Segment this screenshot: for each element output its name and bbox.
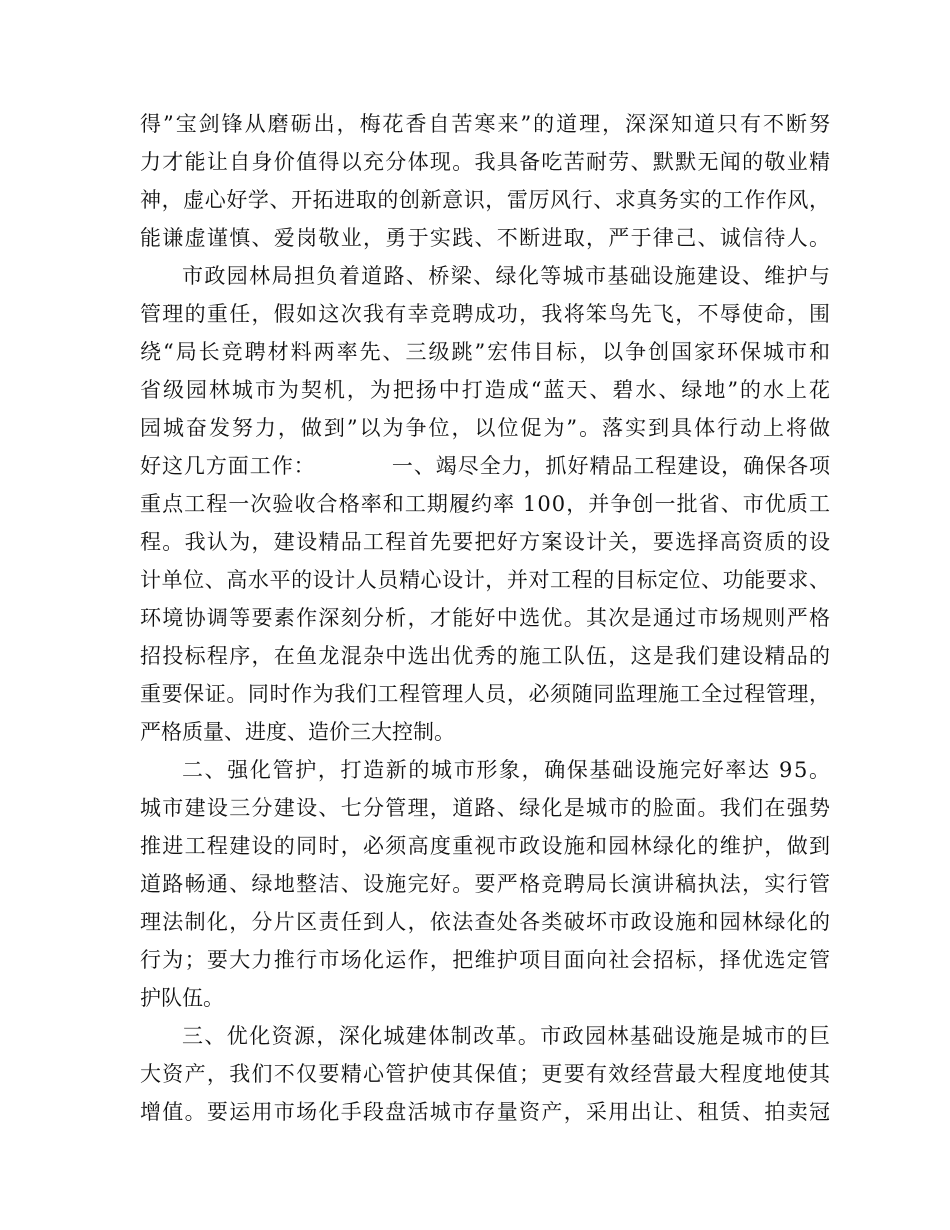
text-line: 重要保证。同时作为我们工程管理人员，必须随同监理施工全过程管理， — [140, 682, 831, 706]
document-body — [140, 105, 830, 1131]
text-line: 严格质量、进度、造价三大控制。 — [140, 720, 455, 744]
text-line: 理法制化，分片区责任到人，依法查处各类破坏市政设施和园林绿化的 — [140, 910, 832, 934]
text-line: 三、优化资源，深化城建体制改革。市政园林基础设施是城市的巨 — [182, 1024, 832, 1048]
text-line: 神，虚心好学、开拓进取的创新意识，雷厉风行、求真务实的工作作风， — [140, 188, 831, 212]
text-line: 护队伍。 — [140, 986, 224, 1010]
text-line: 省级园林城市为契机，为把扬中打造成“蓝天、碧水、绿地”的水上花 — [140, 378, 832, 402]
text-line: 大资产，我们不仅要精心管护使其保值；更要有效经营最大程度地使其 — [140, 1062, 832, 1086]
text-line: 道路畅通、绿地整洁、设施完好。要严格竞聘局长演讲稿执法，实行管 — [140, 872, 832, 896]
text-line: 招投标程序，在鱼龙混杂中选出优秀的施工队伍，这是我们建设精品的 — [140, 644, 832, 668]
text-line: 行为；要大力推行市场化运作，把维护项目面向社会招标，择优选定管 — [140, 948, 832, 972]
text-line: 推进工程建设的同时，必须高度重视市政设施和园林绿化的维护，做到 — [140, 834, 832, 858]
text-line: 园城奋发努力，做到”以为争位，以位促为”。落实到具体行动上将做 — [140, 416, 832, 440]
text-line: 力才能让自身价值得以充分体现。我具备吃苦耐劳、默默无闻的敬业精 — [140, 150, 832, 174]
text-line: 二、强化管护，打造新的城市形象，确保基础设施完好率达 95。 — [182, 758, 832, 782]
text-line: 程。我认为，建设精品工程首先要把好方案设计关，要选择高资质的设 — [140, 530, 832, 554]
text-line: 城市建设三分建设、七分管理，道路、绿化是城市的脸面。我们在强势 — [140, 796, 832, 820]
text-line: 好这几方面工作： 一、竭尽全力，抓好精品工程建设，确保各项 — [140, 454, 831, 478]
text-line: 增值。要运用市场化手段盘活城市存量资产，采用出让、租赁、拍卖冠 — [140, 1100, 832, 1124]
text-line: 绕“局长竞聘材料两率先、三级跳”宏伟目标，以争创国家环保城市和 — [140, 340, 832, 364]
text-line: 计单位、高水平的设计人员精心设计，并对工程的目标定位、功能要求、 — [140, 568, 831, 592]
text-line: 得”宝剑锋从磨砺出，梅花香自苦寒来”的道理，深深知道只有不断努 — [140, 112, 832, 136]
text-line: 环境协调等要素作深刻分析，才能好中选优。其次是通过市场规则严格 — [140, 606, 832, 630]
text-line: 管理的重任，假如这次我有幸竞聘成功，我将笨鸟先飞，不辱使命，围 — [140, 302, 832, 326]
text-line: 重点工程一次验收合格率和工期履约率 100，并争创一批省、市优质工 — [140, 492, 832, 516]
text-line: 能谦虚谨慎、爱岗敬业，勇于实践、不断进取，严于律己、诚信待人。 — [140, 226, 832, 250]
text-line: 市政园林局担负着道路、桥梁、绿化等城市基础设施建设、维护与 — [182, 264, 832, 288]
